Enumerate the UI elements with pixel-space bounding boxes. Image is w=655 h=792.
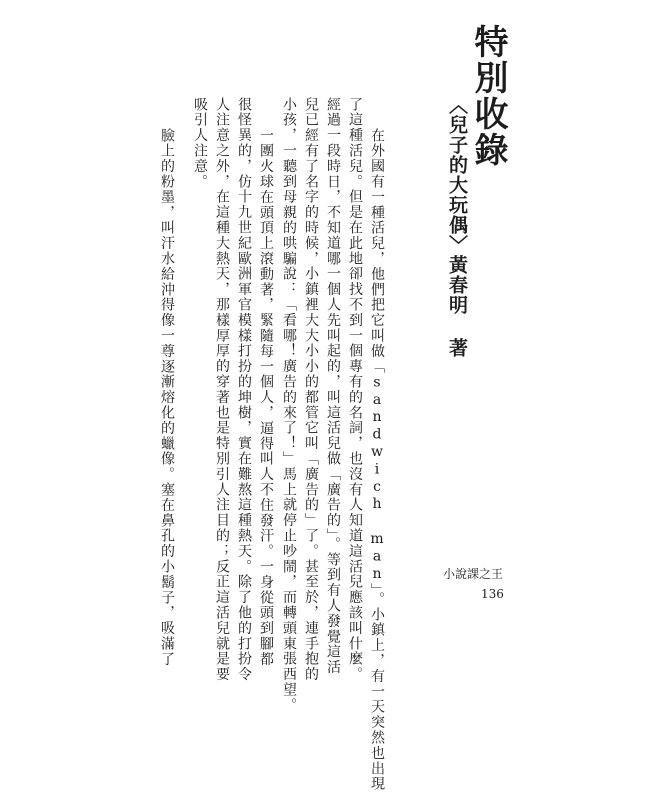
body-column: 人注意之外，在這種大熱天，那樣厚厚的穿著也是特別引人注目的；反正這活兒就是要 — [214, 97, 230, 683]
body-column: 臉上的粉墨，叫汗水給沖得像一尊逐漸熔化的蠟像。塞在鼻孔的小鬍子，吸滿了 — [159, 128, 175, 667]
body-column: 經過一段時日，不知道哪一個人先叫起的，叫這活兒做「廣告的」。等到有人發覺這活 — [325, 97, 341, 676]
body-column: 一團火球在頭頂上滾動著，緊隨每一個人，逼得叫人不住發汗。一身從頭到腳都 — [258, 128, 274, 667]
story-author: 黃春明 著 — [446, 255, 468, 358]
story-title: 〈兒子的大玩偶〉 — [446, 95, 468, 255]
body-column: 吸引人注意。 — [192, 97, 208, 190]
page-number: 136 — [481, 587, 504, 601]
body-column: 小孩，一聽到母親的哄騙說：「看哪！廣告的來了！」馬上就停止吵鬧，而轉頭東張西望。 — [281, 97, 297, 713]
body-column: 了這種活兒。但是在此地卻找不到一個專有的名詞，也沒有人知道這活兒應該叫什麼。 — [347, 97, 363, 683]
body-column: 兒已經有了名字的時候，小鎮裡大大小小的都管它叫「廣告的」了。甚至於，連手抱的 — [303, 97, 319, 683]
story-heading — [445, 95, 469, 358]
series-title: 小說課之王 — [443, 567, 504, 581]
body-column: 在外國有一種活兒，他們把它叫做「sandwich man」。小鎮上，有一天突然也出現 — [369, 128, 385, 792]
section-title: 特別收錄 — [468, 24, 508, 168]
body-column: 很怪異的，仿十九世紀歐洲軍官模樣打扮的坤樹，實在難熬這種熱天。除了他的打扮令 — [236, 97, 252, 683]
